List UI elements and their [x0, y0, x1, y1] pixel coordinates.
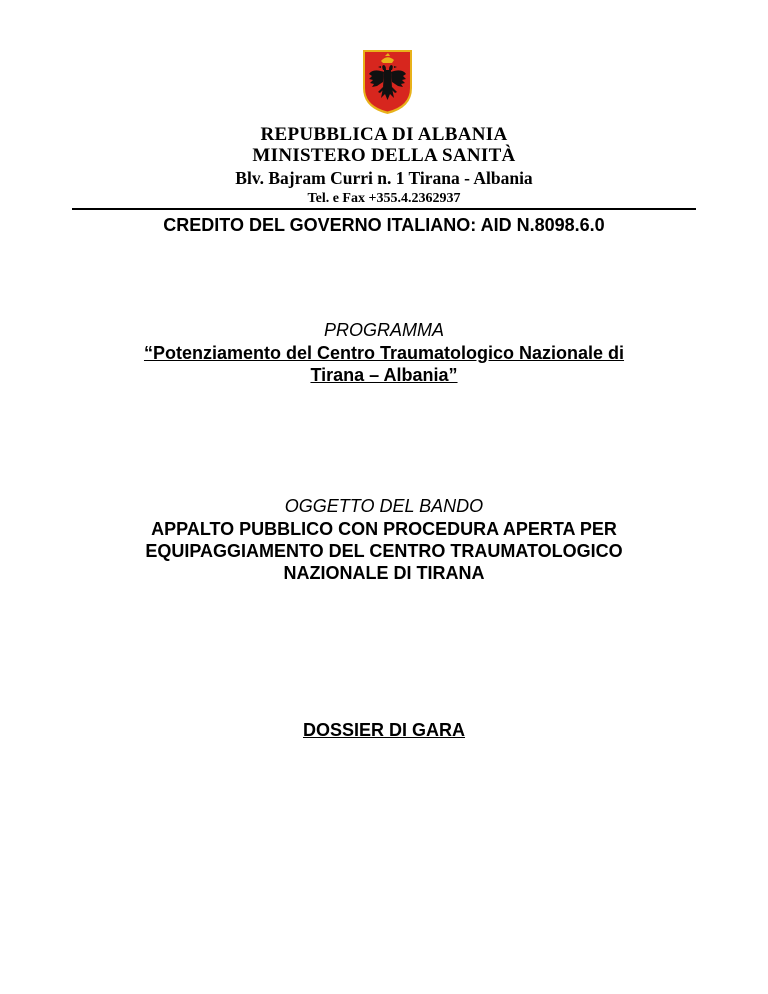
country-name: REPUBBLICA DI ALBANIA [260, 124, 508, 145]
ministry-phone: Tel. e Fax +355.4.2362937 [307, 191, 461, 206]
tender-description [0, 518, 768, 584]
header-divider [72, 208, 696, 210]
credit-line: CREDITO DEL GOVERNO ITALIANO: AID N.8098.6.0 [163, 215, 605, 235]
ministry-name: MINISTERO DELLA SANITÀ [252, 145, 516, 166]
tender-line3: NAZIONALE DI TIRANA [283, 563, 485, 583]
programme-title-line1: “Potenziamento del Centro Traumatologico Nazionale di [143, 343, 625, 363]
ministry-address: Blv. Bajram Curri n. 1 Tirana - Albania [235, 168, 533, 188]
programme-label: PROGRAMMA [323, 320, 444, 340]
tender-line2: EQUIPAGGIAMENTO DEL CENTRO TRAUMATOLOGICO [145, 541, 623, 561]
programme-title-line2: Tirana – Albania” [310, 365, 458, 385]
tender-line1: APPALTO PUBBLICO CON PROCEDURA APERTA PER [151, 519, 617, 539]
programme-title [0, 342, 768, 386]
document-title: DOSSIER DI GARA [302, 720, 466, 740]
albanian-coat-of-arms-icon [361, 48, 414, 116]
tender-label: OGGETTO DEL BANDO [284, 496, 484, 516]
